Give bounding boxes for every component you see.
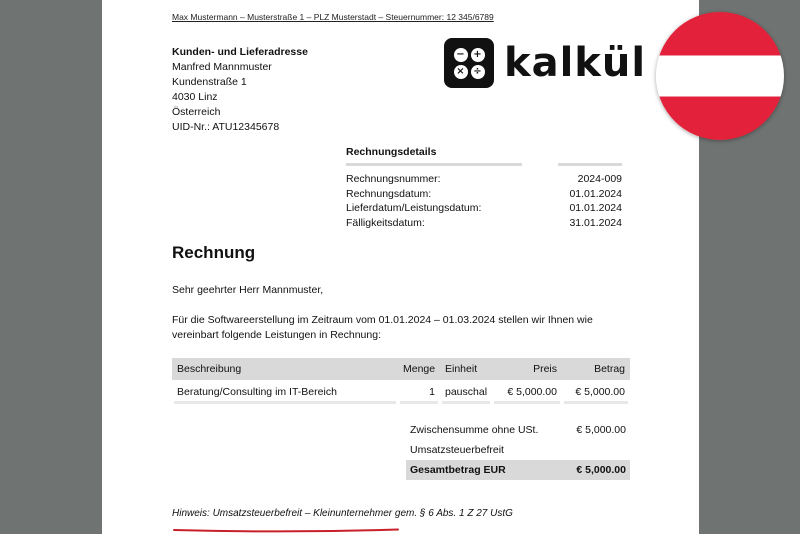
recipient-name: Manfred Mannmuster (172, 61, 272, 73)
header-quantity: Menge (403, 363, 436, 375)
sender-line: Max Mustermann – Musterstraße 1 – PLZ Musterstadt – Steuernummer: 12 345/6789 (172, 12, 494, 22)
invoice-page (102, 0, 699, 534)
tax-label: Umsatzsteuerbefreit (410, 444, 504, 456)
header-unit: Einheit (445, 363, 478, 375)
tax-exemption-note: Hinweis: Umsatzsteuerbefreit – Kleinunternehmer gem. § 6 Abs. 1 Z 27 UstG (172, 508, 513, 519)
recipient-country: Österreich (172, 106, 221, 118)
tax-row (406, 440, 630, 460)
minus-symbol: − (454, 48, 468, 62)
greeting: Sehr geehrter Herr Mannmuster, (172, 284, 324, 296)
header-price: Preis (533, 363, 557, 375)
subtotal-label: Zwischensumme ohne USt. (410, 424, 539, 436)
total-label: Gesamtbetrag EUR (410, 464, 506, 476)
recipient-heading: Kunden- und Lieferadresse (172, 46, 308, 58)
table-row (172, 380, 630, 404)
recipient-vat-id: UID-Nr.: ATU12345678 (172, 121, 280, 133)
document-title: Rechnung (172, 243, 256, 262)
items-table-header (172, 358, 630, 380)
invoice-details (346, 146, 622, 230)
total-value: € 5,000.00 (576, 464, 626, 476)
total-row (406, 460, 630, 480)
summary-block (406, 420, 630, 480)
recipient-street: Kundenstraße 1 (172, 76, 247, 88)
intro-text: Für die Softwareerstellung im Zeitraum vom 01.01.2024 – 01.03.2024 stellen wir Ihnen wie vereinbart folgende Leistungen in Rechnung: (172, 314, 593, 341)
calculator-icon (444, 38, 494, 88)
highlight-underline (173, 528, 399, 533)
cell-unit: pauschal (440, 380, 492, 404)
subtotal-row (406, 420, 630, 440)
divide-symbol: ÷ (471, 65, 485, 79)
details-divider (346, 162, 622, 168)
details-row-date: Rechnungsdatum: 01.01.2024 (346, 187, 622, 200)
recipient-city: 4030 Linz (172, 91, 218, 103)
header-description: Beschreibung (177, 363, 242, 375)
subtotal-value: € 5,000.00 (576, 424, 626, 436)
details-row-number: Rechnungsnummer: 2024-009 (346, 173, 622, 185)
recipient-address (172, 45, 308, 135)
times-symbol: × (454, 65, 468, 79)
logo-wordmark: kalkül (504, 40, 647, 86)
austria-flag-icon (656, 12, 784, 140)
cell-amount: € 5,000.00 (562, 380, 630, 404)
cell-price: € 5,000.00 (492, 380, 562, 404)
details-title: Rechnungsdetails (346, 146, 437, 158)
details-row-due: Fälligkeitsdatum: 31.01.2024 (346, 216, 622, 229)
header-amount: Betrag (594, 363, 625, 375)
cell-quantity: 1 (398, 380, 440, 404)
cell-description: Beratung/Consulting im IT-Bereich (172, 380, 398, 404)
kalkuel-logo (444, 38, 646, 88)
plus-symbol: + (471, 48, 485, 62)
items-table (172, 358, 630, 404)
details-row-delivery: Lieferdatum/Leistungsdatum: 01.01.2024 (346, 202, 622, 214)
